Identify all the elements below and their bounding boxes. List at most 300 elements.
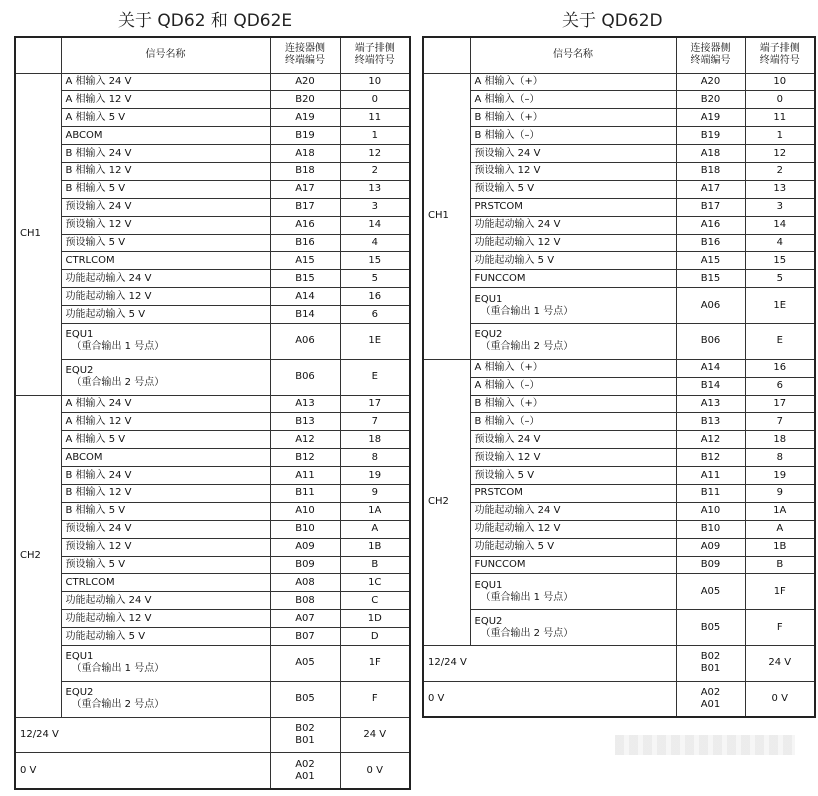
terminal-symbol: C [340,592,410,610]
signal-name-line: B 相输入 24 V [65,469,132,481]
table-row [423,520,815,538]
connector-terminal [676,520,745,538]
signal-name-line: A 相输入 24 V [65,398,132,409]
signal-name-line: FUNCCOM [474,272,526,284]
header-terminal-symbol: 端子排侧 终端符号 [745,37,815,73]
signal-name [470,323,676,359]
signal-name-line: PRSTCOM [474,201,523,213]
terminal-symbol: 16 [745,359,815,377]
connector-terminal [676,538,745,556]
connector-terminal-line: A16 [700,219,721,231]
signal-name-line: A 相输入 12 V [65,415,132,427]
table-row [15,91,410,109]
connector-terminal-line: B11 [295,487,315,499]
terminal-symbol: F [745,610,815,646]
signal-name [470,127,676,145]
pin-table-qd62-qd62e [14,36,411,790]
connector-terminal [676,395,745,413]
connector-terminal-line: B07 [295,630,315,642]
signal-name-line: 功能起动输入 24 V [474,505,561,517]
terminal-symbol: 2 [745,162,815,180]
terminal-symbol: 1D [340,610,410,628]
table-row [15,485,410,503]
connector-terminal [676,91,745,109]
signal-name [470,252,676,270]
signal-name [61,467,270,485]
connector-terminal-line: A07 [295,612,315,624]
channel-label: CH2 [423,359,470,645]
terminal-symbol: 9 [340,485,410,503]
table-row [423,377,815,395]
table-row [15,646,410,682]
signal-name [470,395,676,413]
connector-terminal-line: A19 [295,111,315,123]
connector-terminal-line: B19 [700,129,721,141]
table-row [15,628,410,646]
connector-terminal-line: A18 [295,147,315,159]
connector-terminal [270,717,340,753]
connector-terminal-line: A09 [295,541,315,553]
signal-name-line: B 相输入（+） [474,111,543,123]
connector-terminal [270,646,340,682]
signal-name-line: EQU2 [474,615,503,627]
terminal-symbol: A [745,520,815,538]
power-label: 0 V [423,681,676,717]
signal-name [470,556,676,574]
terminal-symbol: 0 [340,91,410,109]
terminal-symbol: 7 [745,413,815,431]
connector-terminal-line: A18 [700,147,721,159]
signal-name [61,485,270,503]
connector-terminal-line: A02 [295,758,315,770]
connector-terminal [270,556,340,574]
terminal-symbol: E [340,359,410,395]
connector-terminal-line: B15 [295,272,315,284]
terminal-symbol: 15 [745,252,815,270]
terminal-symbol: 0 V [340,753,410,789]
terminal-symbol: 4 [340,234,410,252]
table-row [15,162,410,180]
connector-terminal [270,502,340,520]
signal-name-line: EQU1 [474,579,503,591]
signal-name-line: A 相输入（+） [474,75,543,87]
terminal-symbol: 1C [340,574,410,592]
connector-terminal-line: A06 [295,335,315,347]
connector-terminal [676,127,745,145]
channel-label: CH2 [15,395,61,717]
connector-terminal [270,431,340,449]
table-row [15,306,410,324]
terminal-symbol: 0 [745,91,815,109]
connector-terminal-line: B13 [295,415,315,427]
signal-name-line: （重合输出 2 号点） [71,377,165,389]
terminal-symbol: 13 [340,180,410,198]
terminal-symbol: 7 [340,413,410,431]
connector-terminal [676,288,745,324]
signal-name-line: 功能起动输入 5 V [474,254,555,266]
table-row [15,180,410,198]
connector-terminal-line: A11 [700,469,721,481]
signal-name-line: B 相输入 5 V [65,505,126,517]
signal-name-line: PRSTCOM [474,487,523,499]
terminal-symbol: B [745,556,815,574]
signal-name-line: A 相输入 5 V [65,433,126,445]
table-row [423,127,815,145]
connector-terminal-line: A05 [295,657,315,669]
connector-terminal [676,109,745,127]
signal-name-line: ABCOM [65,129,103,141]
connector-terminal [676,162,745,180]
power-label: 12/24 V [15,717,270,753]
connector-terminal-line: A20 [295,75,315,87]
connector-terminal-line: A17 [295,183,315,195]
connector-terminal [270,592,340,610]
terminal-symbol: 18 [745,431,815,449]
table-row [15,610,410,628]
connector-terminal-line: B02 [295,723,315,735]
table-row [423,162,815,180]
connector-terminal-line: A14 [700,362,721,374]
signal-name [61,359,270,395]
signal-name [470,574,676,610]
header-group [15,37,61,73]
signal-name [61,180,270,198]
signal-name-line: EQU1 [474,293,503,305]
signal-name-line: EQU1 [65,651,94,663]
table-row [15,431,410,449]
signal-name [61,449,270,467]
table-row [15,270,410,288]
signal-name [61,413,270,431]
signal-name [61,216,270,234]
table-row [423,198,815,216]
connector-terminal [270,127,340,145]
table-row [15,198,410,216]
connector-terminal [676,449,745,467]
signal-name-line: B 相输入 5 V [65,183,126,195]
connector-terminal-line: A02 [700,687,721,698]
signal-name-line: B 相输入 12 V [65,487,132,499]
table-row [423,538,815,556]
terminal-symbol: 3 [745,198,815,216]
connector-terminal-line: A10 [295,505,315,517]
connector-terminal [676,198,745,216]
table-row [15,323,410,359]
connector-terminal-line: B10 [700,523,721,535]
connector-terminal [676,270,745,288]
table-row [15,556,410,574]
terminal-symbol: 1F [745,574,815,610]
signal-name-line: 预设输入 12 V [474,165,541,177]
signal-name [61,538,270,556]
connector-terminal-line: A12 [295,433,315,445]
connector-terminal [270,395,340,413]
terminal-symbol: 9 [745,485,815,503]
terminal-symbol: 1 [745,127,815,145]
terminal-symbol: 3 [340,198,410,216]
table-row [423,502,815,520]
terminal-symbol: A [340,520,410,538]
signal-name-line: A 相输入 24 V [65,75,132,87]
signal-name [470,610,676,646]
signal-name [470,216,676,234]
title-qd62-qd62e: 关于 QD62 和 QD62E [118,11,293,31]
signal-name-line: ABCOM [65,451,103,463]
signal-name [470,162,676,180]
signal-name-line: （重合输出 1 号点） [71,663,165,675]
signal-name-line: B 相输入（–） [474,129,540,141]
connector-terminal [676,574,745,610]
connector-terminal [270,162,340,180]
signal-name-line: （重合输出 1 号点） [480,591,574,603]
signal-name-line: EQU2 [65,365,94,377]
table-row [15,359,410,395]
terminal-symbol: 19 [745,467,815,485]
signal-name-line: 功能起动输入 5 V [474,541,555,553]
channel-label: CH1 [15,73,61,395]
connector-terminal-line: A14 [295,290,315,302]
terminal-symbol: 10 [745,73,815,91]
pin-table-qd62d [422,36,816,718]
table-row [15,413,410,431]
signal-name-line: 预设输入 24 V [65,201,132,213]
signal-name [470,198,676,216]
signal-name-line: 功能起动输入 12 V [65,612,152,624]
connector-terminal-line: A13 [295,398,315,409]
signal-name [61,288,270,306]
terminal-symbol: D [340,628,410,646]
signal-name-line: A 相输入（–） [474,380,540,392]
table-row [15,449,410,467]
terminal-symbol: 15 [340,252,410,270]
signal-name-line: 功能起动输入 5 V [65,308,146,320]
terminal-symbol: 17 [745,395,815,413]
header-connector-terminal: 连接器侧 终端编号 [270,37,340,73]
terminal-symbol: 17 [340,395,410,413]
header-row [15,37,410,73]
connector-terminal [270,413,340,431]
table-row [15,538,410,556]
table-row [423,252,815,270]
table-row [423,323,815,359]
connector-terminal-line: B12 [295,451,315,463]
header-signal-name: 信号名称 [61,37,270,73]
signal-name-line: 功能起动输入 5 V [65,630,146,642]
signal-name-line: B 相输入 24 V [65,147,132,159]
signal-name-line: B 相输入（–） [474,415,540,427]
power-label: 0 V [15,753,270,789]
signal-name-line: 预设输入 24 V [474,147,541,159]
signal-name-line: A 相输入 5 V [65,111,126,123]
terminal-symbol: 6 [745,377,815,395]
signal-name-line: CTRLCOM [65,576,115,588]
signal-name-line: A 相输入 12 V [65,93,132,105]
signal-name-line: （重合输出 1 号点） [480,305,574,317]
table-row [15,288,410,306]
signal-name [470,377,676,395]
connector-terminal [676,646,745,682]
terminal-symbol: 1 [340,127,410,145]
connector-terminal-line: B17 [700,201,721,213]
connector-terminal [676,431,745,449]
signal-name [61,109,270,127]
signal-name [61,270,270,288]
connector-terminal [270,520,340,538]
signal-name [61,73,270,91]
connector-terminal-line: B14 [700,380,721,392]
table-row [15,681,410,717]
table-row [423,485,815,503]
connector-terminal [270,288,340,306]
signal-name [470,109,676,127]
terminal-symbol: 1A [745,502,815,520]
terminal-symbol: 19 [340,467,410,485]
connector-terminal [676,467,745,485]
table-row [15,73,410,91]
connector-terminal [270,198,340,216]
terminal-symbol: 10 [340,73,410,91]
signal-name-line: （重合输出 1 号点） [71,341,165,353]
terminal-symbol: 5 [340,270,410,288]
signal-name [470,145,676,163]
table-row [15,109,410,127]
connector-terminal [676,413,745,431]
terminal-symbol: 1B [340,538,410,556]
connector-terminal-line: B05 [295,693,315,705]
signal-name [61,306,270,324]
connector-terminal-line: A19 [700,111,721,123]
table-row [423,73,815,91]
table-row [423,216,815,234]
connector-terminal [270,270,340,288]
table-row [423,109,815,127]
connector-terminal-line: B17 [295,201,315,213]
connector-terminal-line: A12 [700,433,721,445]
header-group [423,37,470,73]
header-terminal-symbol: 端子排侧 终端符号 [340,37,410,73]
connector-terminal-line: A16 [295,219,315,231]
signal-name [470,449,676,467]
signal-name [470,288,676,324]
connector-terminal-line: B06 [700,335,721,347]
signal-name [470,431,676,449]
connector-terminal [676,252,745,270]
connector-terminal [676,610,745,646]
table-row [15,234,410,252]
terminal-symbol: 12 [745,145,815,163]
terminal-symbol: 18 [340,431,410,449]
signal-name-line: （重合输出 2 号点） [480,627,574,639]
signal-name-line: 预设输入 5 V [474,183,535,195]
signal-name-line: EQU2 [65,687,94,699]
signal-name [61,162,270,180]
signal-name [61,574,270,592]
connector-terminal-line: B09 [700,559,721,571]
connector-terminal [676,145,745,163]
connector-terminal [270,628,340,646]
table-row [15,574,410,592]
connector-terminal [676,323,745,359]
connector-terminal [676,359,745,377]
table-row [15,216,410,234]
connector-terminal-line: A01 [295,770,315,782]
terminal-symbol: 16 [340,288,410,306]
connector-terminal [270,306,340,324]
signal-name [61,556,270,574]
connector-terminal-line: A15 [295,254,315,266]
signal-name [61,628,270,646]
table-row [15,252,410,270]
connector-terminal [270,610,340,628]
signal-name [61,395,270,413]
signal-name-line: （重合输出 2 号点） [480,341,574,353]
table-row [15,467,410,485]
connector-terminal [270,109,340,127]
signal-name [470,270,676,288]
table-row [423,180,815,198]
signal-name [470,234,676,252]
terminal-symbol: 1E [340,323,410,359]
signal-name [470,91,676,109]
connector-terminal-line: B08 [295,594,315,606]
power-row [423,646,815,682]
connector-terminal-line: B10 [295,523,315,535]
table-row [423,270,815,288]
table-row [423,359,815,377]
connector-terminal-line: A10 [700,505,721,517]
watermark [615,735,795,755]
table-row [15,145,410,163]
connector-terminal-line: B02 [700,651,721,663]
power-label: 12/24 V [423,646,676,682]
connector-terminal [270,180,340,198]
table-row [423,413,815,431]
terminal-symbol: 24 V [340,717,410,753]
table-row [15,395,410,413]
terminal-symbol: 0 V [745,681,815,717]
connector-terminal [270,73,340,91]
connector-terminal [270,91,340,109]
table-row [423,234,815,252]
connector-terminal-line: B06 [295,371,315,383]
connector-terminal-line: A17 [700,183,721,195]
connector-terminal-line: A08 [295,576,315,588]
signal-name [470,359,676,377]
connector-terminal-line: B18 [295,165,315,177]
signal-name [470,73,676,91]
connector-terminal [676,681,745,717]
channel-label: CH1 [423,73,470,359]
terminal-symbol: F [340,681,410,717]
connector-terminal-line: A20 [700,75,721,87]
signal-name [61,681,270,717]
signal-name-line: B 相输入 12 V [65,165,132,177]
connector-terminal-line: A06 [700,299,721,311]
signal-name [61,252,270,270]
signal-name [61,198,270,216]
signal-name-line: 功能起动输入 12 V [474,523,561,535]
header-row [423,37,815,73]
signal-name-line: 预设输入 5 V [474,469,535,481]
table-row [423,574,815,610]
connector-terminal [270,359,340,395]
signal-name-line: 预设输入 12 V [65,219,132,231]
signal-name-line: 预设输入 12 V [474,451,541,463]
signal-name-line: FUNCCOM [474,559,526,571]
connector-terminal-line: B01 [700,663,721,675]
signal-name-line: 功能起动输入 24 V [65,594,152,606]
signal-name [470,520,676,538]
